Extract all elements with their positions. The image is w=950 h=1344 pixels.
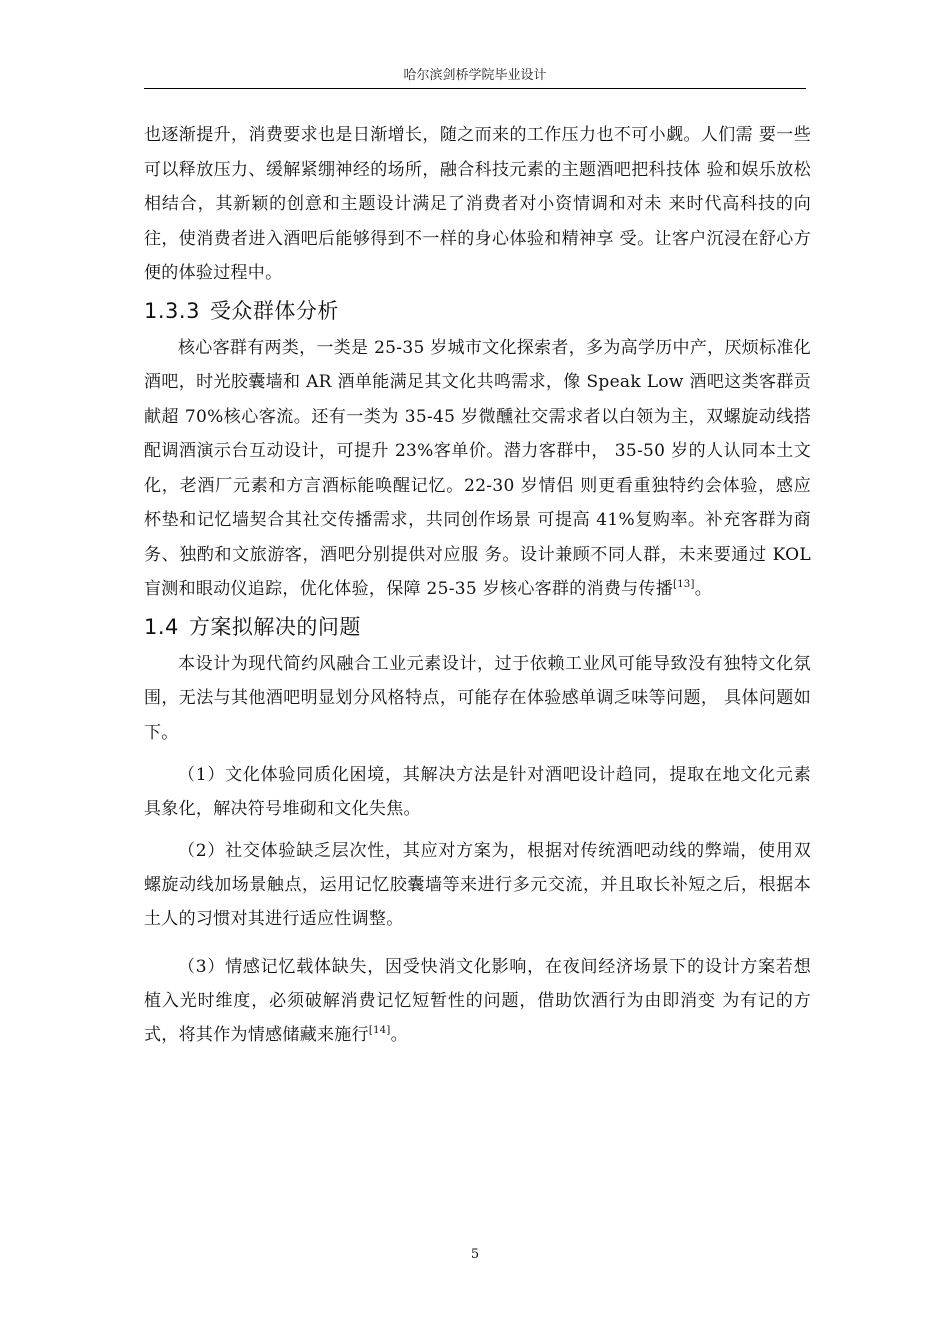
document-body [144,118,811,1052]
section-heading-problems [144,607,811,647]
paragraph-audience-analysis [144,331,811,607]
list-item-end: 。 [390,1025,408,1045]
page-number: 5 [470,1247,480,1262]
paragraph-text: 核心客群有两类，一类是 25-35 岁城市文化探索者，多为高学历中产，厌烦标准化酒吧，时光胶囊墙和 AR 酒单能满足其文化共鸣需求，像 Speak Low 酒吧这类客群贡献超 70%核心客流。还有一类为 35-45 岁微醺社交需求者以白领为主，双螺旋动线搭配调酒演示台互动设计，可提升 23%客单价。潜力客群中， 35-50 岁的人认同本土文化，老酒厂元素和方言酒标能唤醒记忆。22-30 岁情侣 则更看重独特约会体验，感应杯垫和记忆墙契合其社交传播需求，共同创作场景 可提高 41%复购率。补充客群为商务、独酌和文旅游客，酒吧分别提供对应服 务。设计兼顾不同人群，未来要通过 KOL 盲测和眼动仪追踪，优化体验，保障 25-35 岁核心客群的消费与传播 [144,337,811,599]
section-number: 1.4 [144,614,179,639]
list-item-1: （1）文化体验同质化困境，其解决方法是针对酒吧设计趋同，提取在地文化元素具象化，解决符号堆砌和文化失焦。 [144,765,811,819]
paragraph-end: 。 [694,579,713,599]
citation-13: [13] [673,579,695,590]
list-item-3 [144,950,811,1052]
header-divider [144,88,806,89]
section-title: 受众群体分析 [209,298,339,323]
list-item-text: （3）情感记忆载体缺失，因受快消文化影响，在夜间经济场景下的设计方案若想植入光时维度，必须破解消费记忆短暂性的问题，借助饮酒行为由即消变 为有记的方式，将其作为情感储藏来施行 [144,957,811,1045]
citation-14: [14] [368,1025,391,1036]
list-item-2: （2）社交体验缺乏层次性，其应对方案为，根据对传统酒吧动线的弊端，使用双螺旋动线加场景触点，运用记忆胶囊墙等来进行多元交流，并且取长补短之后，根据本土人的习惯对其进行适应性调整。 [144,841,811,929]
section-title: 方案拟解决的问题 [188,614,361,639]
page-header: 哈尔滨剑桥学院毕业设计 [403,68,547,83]
section-heading-audience [144,291,811,331]
paragraph-intro-continuation: 也逐渐提升，消费要求也是日渐增长，随之而来的工作压力也不可小觑。人们需 要一些可以释放压力、缓解紧绷神经的场所，融合科技元素的主题酒吧把科技体 验和娱乐放松相结合，其新颖的创意和主题设计满足了消费者对小资情调和对未 来时代高科技的向往，使消费者进入酒吧后能够得到不一样的身心体验和精神享 受。让客户沉浸在舒心方便的体验过程中。 [144,125,811,283]
section-number: 1.3.3 [144,298,200,323]
paragraph-problems-intro: 本设计为现代简约风融合工业元素设计，过于依赖工业风可能导致没有独特文化氛围，无法与其他酒吧明显划分风格特点，可能存在体验感单调乏味等问题， 具体问题如下。 [144,653,811,743]
